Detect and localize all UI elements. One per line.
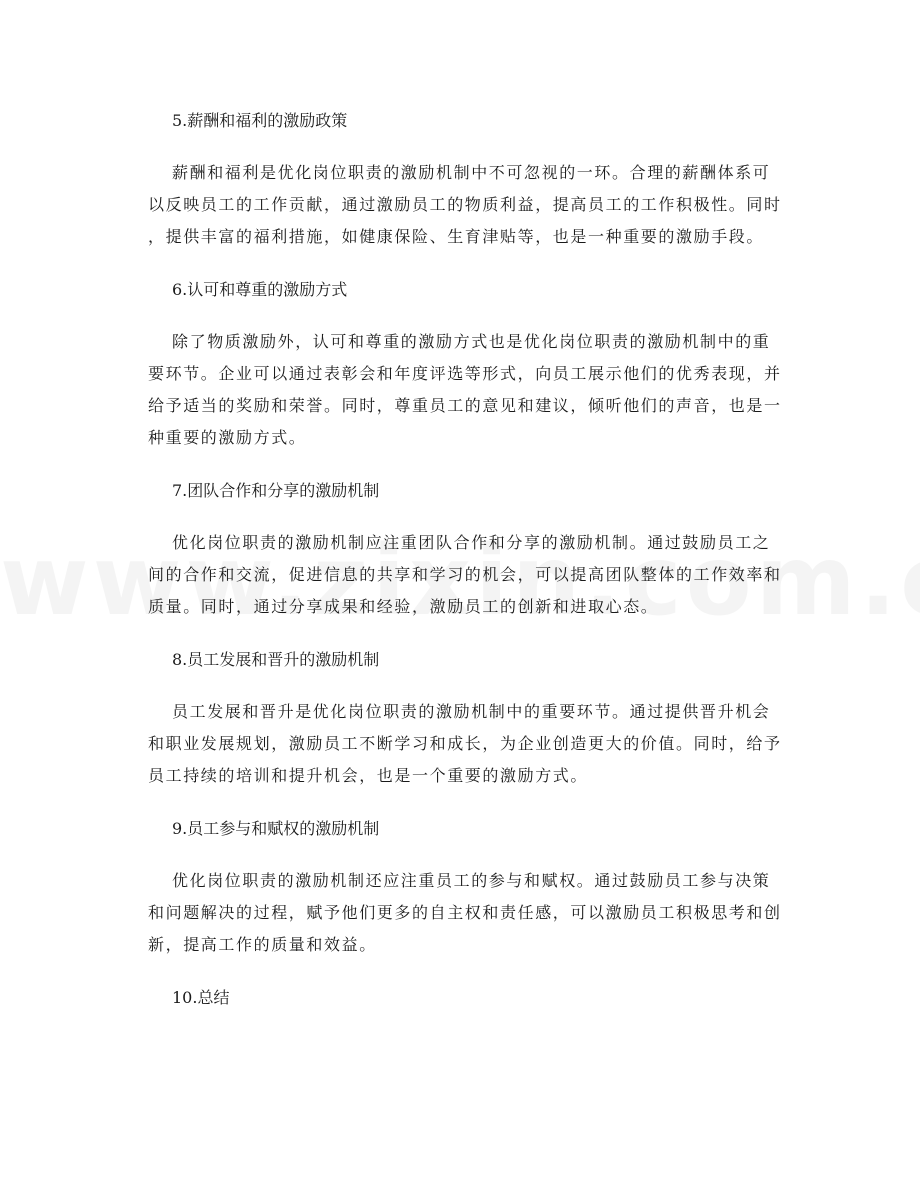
section-heading: 5.薪酬和福利的激励政策 — [172, 111, 348, 130]
section-7 — [148, 473, 782, 623]
paragraph-line: 以反映员工的工作贡献，通过激励员工的物质利益，提高员工的工作积极性。同时 — [148, 195, 782, 214]
paragraph-line: 要环节。企业可以通过表彰会和年度评选等形式，向员工展示他们的优秀表现，并 — [148, 364, 782, 383]
document-body — [148, 103, 782, 1034]
section-heading: 9.员工参与和赋权的激励机制 — [172, 819, 380, 838]
paragraph-line: 和问题解决的过程，赋予他们更多的自主权和责任感，可以激励员工积极思考和创 — [148, 903, 782, 922]
section-8 — [148, 642, 782, 792]
section-heading: 7.团队合作和分享的激励机制 — [172, 481, 380, 500]
section-heading: 6.认可和尊重的激励方式 — [172, 280, 348, 299]
paragraph-line: 种重要的激励方式。 — [148, 428, 307, 447]
paragraph-line: 员工持续的培训和提升机会，也是一个重要的激励方式。 — [148, 766, 589, 785]
section-heading: 8.员工发展和晋升的激励机制 — [172, 650, 380, 669]
section-paragraph — [148, 696, 782, 792]
section-10 — [172, 980, 782, 1016]
paragraph-line: 优化岗位职责的激励机制应注重团队合作和分享的激励机制。通过鼓励员工之 — [172, 533, 771, 552]
section-6 — [148, 272, 782, 454]
paragraph-line: 除了物质激励外，认可和尊重的激励方式也是优化岗位职责的激励机制中的重 — [172, 332, 771, 351]
paragraph-line: 优化岗位职责的激励机制还应注重员工的参与和赋权。通过鼓励员工参与决策 — [172, 871, 771, 890]
paragraph-line: ，提供丰富的福利措施，如健康保险、生育津贴等，也是一种重要的激励手段。 — [148, 227, 765, 246]
paragraph-line: 新，提高工作的质量和效益。 — [148, 935, 377, 954]
paragraph-line: 和职业发展规划，激励员工不断学习和成长，为企业创造更大的价值。同时，给予 — [148, 734, 782, 753]
paragraph-line: 质量。同时，通过分享成果和经验，激励员工的创新和进取心态。 — [148, 597, 659, 616]
paragraph-line: 间的合作和交流，促进信息的共享和学习的机会，可以提高团队整体的工作效率和 — [148, 565, 782, 584]
section-paragraph — [148, 527, 782, 623]
section-paragraph — [148, 326, 782, 454]
section-paragraph — [148, 865, 782, 961]
section-paragraph — [148, 157, 782, 253]
paragraph-line: 给予适当的奖励和荣誉。同时，尊重员工的意见和建议，倾听他们的声音，也是一 — [148, 396, 782, 415]
section-5 — [148, 103, 782, 253]
section-heading: 10.总结 — [172, 988, 230, 1007]
paragraph-line: 员工发展和晋升是优化岗位职责的激励机制中的重要环节。通过提供晋升机会 — [172, 702, 771, 721]
section-9 — [148, 811, 782, 961]
paragraph-line: 薪酬和福利是优化岗位职责的激励机制中不可忽视的一环。合理的薪酬体系可 — [172, 163, 771, 182]
